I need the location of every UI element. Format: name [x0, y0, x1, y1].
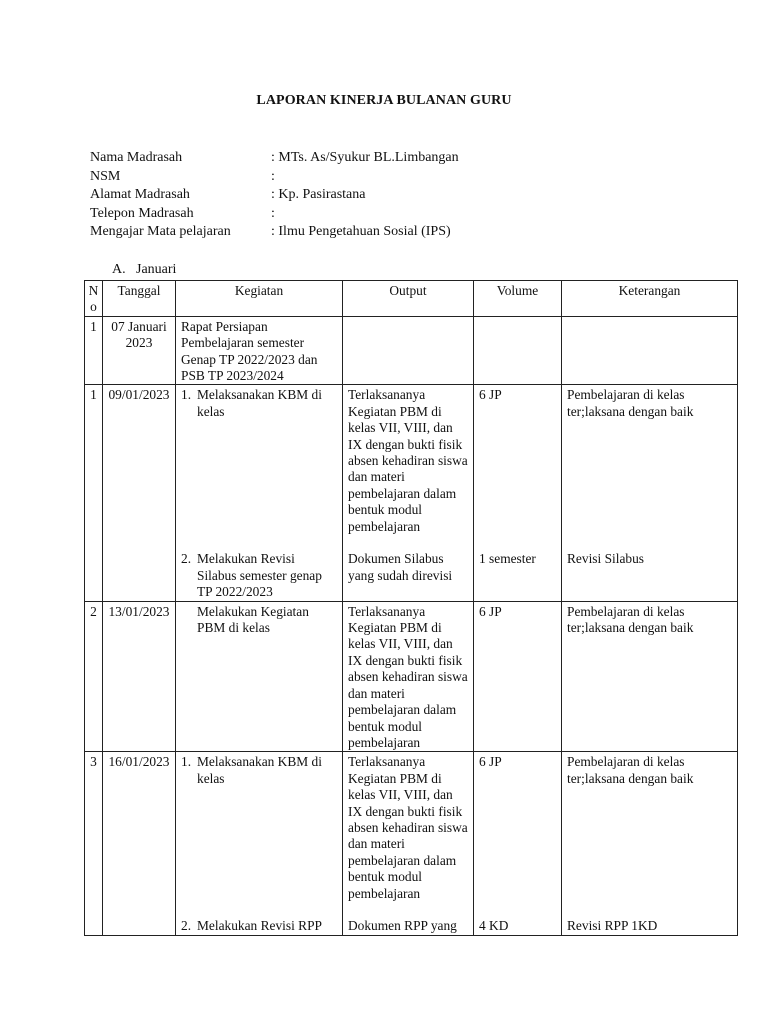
table-row — [85, 316, 738, 385]
cell-volume — [474, 752, 562, 935]
keterangan-text: Revisi RPP 1KD — [567, 918, 658, 934]
item-text: Melaksanakan KBM di kelas — [197, 387, 322, 419]
info-label: Mengajar Mata pelajaran — [90, 224, 231, 239]
cell-no: 1 — [85, 385, 103, 601]
cell-volume — [474, 316, 562, 385]
keterangan-text: Pembelajaran di kelas ter;laksana dengan baik — [567, 387, 694, 419]
cell-no: 2 — [85, 601, 103, 752]
cell-tanggal: 13/01/2023 — [103, 601, 176, 752]
info-value: : — [271, 168, 275, 184]
cell-kegiatan: Rapat Persiapan Pembelajaran semester Genap TP 2022/2023 dan PSB TP 2023/2024 — [176, 316, 343, 385]
section-label: Januari — [136, 262, 177, 277]
info-label: NSM — [90, 168, 121, 184]
cell-volume — [474, 385, 562, 601]
cell-keterangan — [562, 316, 738, 385]
item-number: 2. — [181, 551, 192, 567]
cell-keterangan: Pembelajaran di kelas ter;laksana dengan baik — [562, 601, 738, 752]
item-text: Melakukan Revisi Silabus semester genap TP 2022/2023 — [197, 551, 322, 600]
cell-kegiatan — [176, 385, 343, 601]
table-header-row — [85, 281, 738, 317]
activity-item — [181, 551, 337, 600]
table-row — [85, 752, 738, 935]
info-value: : Kp. Pasirastana — [271, 187, 366, 202]
cell-keterangan — [562, 752, 738, 935]
cell-keterangan — [562, 385, 738, 601]
keterangan-text: Revisi Silabus — [567, 551, 645, 567]
activity-item — [181, 918, 337, 934]
table-row — [85, 385, 738, 601]
output-text: Terlaksananya Kegiatan PBM di kelas VII, VIII, dan IX dengan bukti fisik absen kehadiran siswa dan materi pembelajaran dalam bentuk modul pembelajaran — [348, 754, 468, 901]
info-value: : — [271, 205, 275, 221]
header-keterangan: Keterangan — [562, 281, 738, 317]
output-text: Dokumen Silabus yang sudah direvisi — [348, 551, 453, 583]
report-title: LAPORAN KINERJA BULANAN GURU — [256, 93, 512, 108]
volume-text: 4 KD — [479, 918, 509, 934]
cell-output — [343, 316, 474, 385]
cell-tanggal: 09/01/2023 — [103, 385, 176, 601]
info-label: Alamat Madrasah — [90, 187, 190, 202]
item-text: Melaksanakan KBM di kelas — [197, 754, 322, 786]
header-tanggal: Tanggal — [103, 281, 176, 317]
table-row — [85, 601, 738, 752]
info-label: Telepon Madrasah — [90, 205, 194, 221]
section-marker: A. — [112, 262, 126, 277]
section-heading — [112, 262, 176, 278]
item-text: Melakukan Revisi RPP — [197, 918, 322, 934]
header-kegiatan: Kegiatan — [176, 281, 343, 317]
keterangan-text: Pembelajaran di kelas ter;laksana dengan baik — [567, 754, 694, 786]
activity-item — [181, 387, 337, 551]
cell-output — [343, 752, 474, 935]
output-text: Terlaksananya Kegiatan PBM di kelas VII, VIII, dan IX dengan bukti fisik absen kehadiran siswa dan materi pembelajaran dalam bentuk modul pembelajaran — [348, 387, 468, 534]
cell-no: 1 — [85, 316, 103, 385]
info-label: Nama Madrasah — [90, 150, 183, 165]
volume-text: 6 JP — [479, 754, 502, 770]
info-value: : Ilmu Pengetahuan Sosial (IPS) — [271, 224, 451, 239]
item-number: 1. — [181, 387, 192, 403]
cell-volume: 6 JP — [474, 601, 562, 752]
volume-text: 1 semester — [479, 551, 536, 567]
cell-no: 3 — [85, 752, 103, 935]
cell-output: Terlaksananya Kegiatan PBM di kelas VII, VIII, dan IX dengan bukti fisik absen kehadiran siswa dan materi pembelajaran dalam bentuk modul pembelajaran — [343, 601, 474, 752]
cell-tanggal: 16/01/2023 — [103, 752, 176, 935]
volume-text: 6 JP — [479, 387, 502, 403]
item-number: 1. — [181, 754, 192, 770]
header-output: Output — [343, 281, 474, 317]
item-number: 2. — [181, 918, 192, 934]
info-value: : MTs. As/Syukur BL.Limbangan — [271, 150, 459, 165]
header-no: N o — [85, 281, 103, 317]
report-table — [84, 280, 738, 936]
cell-kegiatan — [176, 752, 343, 935]
cell-output — [343, 385, 474, 601]
activity-item: Melakukan Kegiatan PBM di kelas — [197, 603, 309, 636]
cell-kegiatan — [176, 601, 343, 752]
cell-tanggal: 07 Januari 2023 — [103, 316, 176, 385]
header-volume: Volume — [474, 281, 562, 317]
activity-item — [181, 754, 337, 918]
output-text: Dokumen RPP yang — [348, 918, 457, 934]
